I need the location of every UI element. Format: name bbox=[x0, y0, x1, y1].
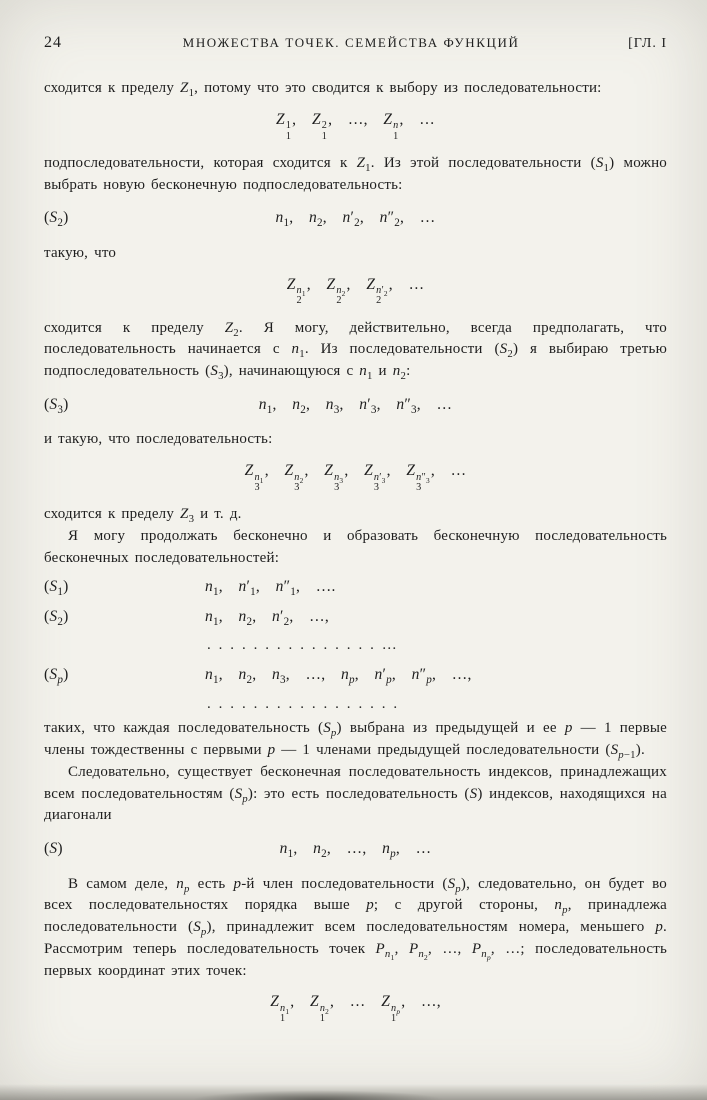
paragraph: подпоследовательности, которая сходится к $Z_1$. Из этой последовательности $(S_1)$ можно выбрать новую бесконечную подпоследовательность: bbox=[44, 154, 668, 193]
display-formula: Z $n_1$ 3 , Z $n_2$ 3 , Z $n_3$ 3 , Z $n'_3$ 3 , Z $n''_3$ 3 , … bbox=[244, 462, 467, 493]
paragraph: сходится к пределу $Z_3$ и т. д. bbox=[44, 506, 242, 526]
labeled-sequence bbox=[44, 838, 667, 860]
sequence-terms: $n_1$, $n_2$, $n_3$, $n'_3$, $n''_3$, … bbox=[258, 395, 453, 416]
sequence-terms: $n_1$, $n_2$, $n'_2$, $n''_2$, … bbox=[275, 209, 436, 230]
labeled-sequence bbox=[44, 394, 667, 416]
paragraph: Я могу продолжать бесконечно и образовать бесконечную последовательность бесконечных последовательностей: bbox=[44, 527, 667, 566]
running-title: МНОЖЕСТВА ТОЧЕК. СЕМЕЙСТВА ФУНКЦИЙ bbox=[182, 35, 520, 50]
display-formula: Z $n_1$ 2 , Z $n_2$ 2 , Z $n'_2$ 2 , … bbox=[286, 275, 425, 307]
scan-edge-shadow bbox=[0, 1084, 707, 1100]
ellipsis-row: . . . . . . . . . . . . . . . . . bbox=[207, 695, 398, 712]
sequence-label: $(S_3)$ bbox=[44, 395, 69, 416]
labeled-sequence bbox=[44, 207, 667, 229]
paragraph: сходится к пределу $Z_2$. Я могу, действительно, всегда предполагать, что последовательность начинается с $n_1$. Из последовательности $(S_2)$ я выбираю третью подпоследовательность $(S_3)$, начинающуюся с $n_1$ и $n_2$: bbox=[44, 319, 668, 383]
page-body bbox=[44, 78, 667, 1024]
sequence-label: (S) bbox=[44, 840, 63, 858]
labeled-sequence bbox=[44, 606, 667, 628]
paragraph: такую, что bbox=[44, 244, 117, 261]
sequence-terms: $n_1$, $n_2$, $n_3$, …, $n_p$, $n'_p$, $n''_p$, …, bbox=[205, 666, 472, 687]
paragraph: Следовательно, существует бесконечная последовательность индексов, принадлежащих всем последовательностям $(S_p)$: это есть последовательность (S) индексов, находящихся на диагонали bbox=[44, 763, 667, 824]
chapter-mark: [ГЛ. I bbox=[628, 36, 667, 51]
page-header bbox=[44, 34, 667, 52]
paragraph: В самом деле, $n_p$ есть p-й член последовательности $(S_p)$, следовательно, он будет во всех последовательностях порядка выше p; с другой стороны, $n_p$, принадлежа последовательности $(S_p)$, принадлежит всем последовательностям номера, меньшего p. Рассмотрим теперь последовательность точек $P_{n_1}$, $P_{n_2}$, …, $P_{n_p}$, …; последовательность первых координат этих точек: bbox=[44, 875, 668, 979]
sequence-terms: $n_1$, $n_2$, …, $n_p$, … bbox=[279, 840, 432, 861]
labeled-sequence bbox=[44, 664, 667, 686]
sequence-label: $(S_2)$ bbox=[44, 607, 69, 628]
sequence-label: $(S_p)$ bbox=[44, 666, 69, 687]
labeled-sequence bbox=[44, 576, 667, 598]
page-number: 24 bbox=[44, 34, 62, 51]
paragraph: сходится к пределу $Z_1$, потому что это сводится к выбору из последовательности: bbox=[44, 80, 602, 99]
paragraph: и такую, что последовательность: bbox=[44, 431, 273, 448]
ellipsis-row: . . . . . . . . . . . . . . . … bbox=[207, 637, 397, 654]
paragraph: таких, что каждая последовательность $(S_p)$ выбрана из предыдущей и ее p — 1 первые члены тождественны с первыми p — 1 членами предыдущей последовательности $(S_{p-1})$. bbox=[44, 720, 667, 762]
sequence-label: $(S_2)$ bbox=[44, 209, 69, 230]
sequence-terms: $n_1$, $n'_1$, $n''_1$, …. bbox=[205, 578, 336, 599]
display-formula: Z $n_1$ 1 , Z $n_2$ 1 , … Z $n_p$ 1 , …, bbox=[270, 993, 441, 1025]
display-formula: Z 1 1 , Z 2 1 , …, Z n 1 , … bbox=[276, 110, 435, 142]
sequence-terms: $n_1$, $n_2$, $n'_2$, …, bbox=[205, 607, 329, 628]
sequence-label: $(S_1)$ bbox=[44, 578, 69, 599]
